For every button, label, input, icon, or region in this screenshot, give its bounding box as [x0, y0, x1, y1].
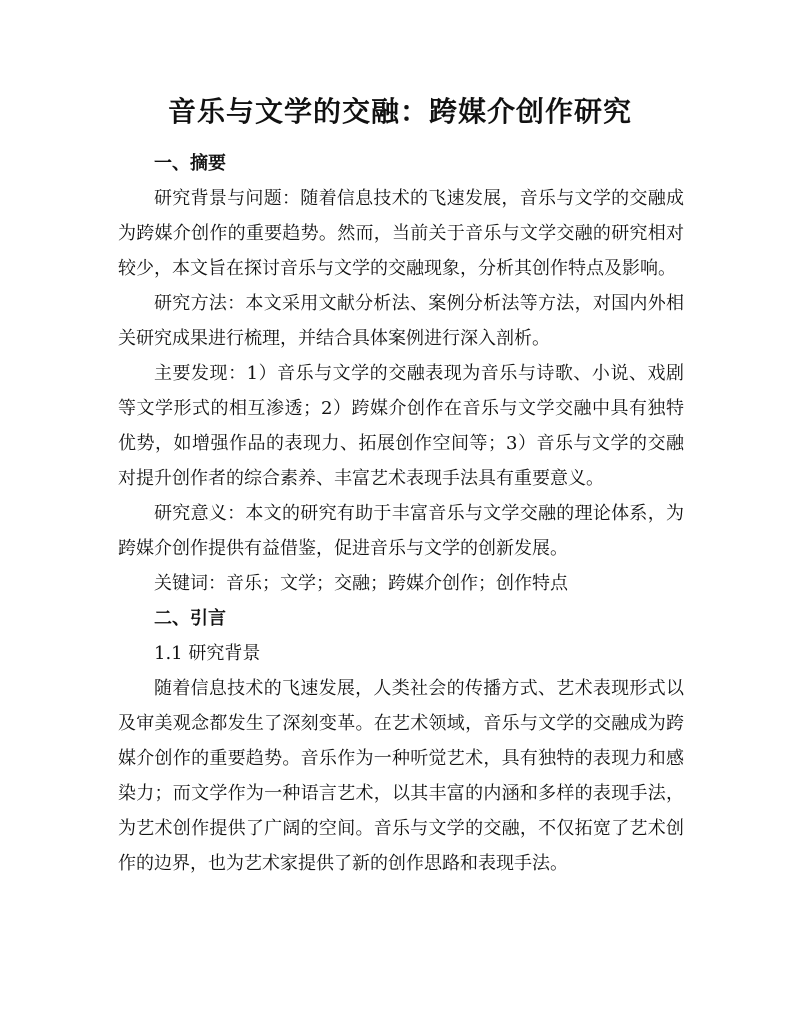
abstract-background: 研究背景与问题：随着信息技术的飞速发展，音乐与文学的交融成为跨媒介创作的重要趋势。然而，当前关于音乐与文学交融的研究相对较少，本文旨在探讨音乐与文学的交融现象，分析其创作特点及影响。 [118, 188, 684, 279]
research-background-paragraph: 随着信息技术的飞速发展，人类社会的传播方式、艺术表现形式以及审美观念都发生了深刻变革。在艺术领域，音乐与文学的交融成为跨媒介创作的重要趋势。音乐作为一种听觉艺术，具有独特的表现力和感染力；而文学作为一种语言艺术，以其丰富的内涵和多样的表现手法，为艺术创作提供了广阔的空间。音乐与文学的交融，不仅拓宽了艺术创作的边界，也为艺术家提供了新的创作思路和表现手法。 [118, 678, 684, 874]
research-background-subheading: 1.1 研究背景 [154, 643, 261, 664]
document-body [118, 146, 684, 881]
abstract-findings: 主要发现：1）音乐与文学的交融表现为音乐与诗歌、小说、戏剧等文学形式的相互渗透；2）跨媒介创作在音乐与文学交融中具有独特优势，如增强作品的表现力、拓展创作空间等；3）音乐与文学的交融对提升创作者的综合素养、丰富艺术表现手法具有重要意义。 [118, 363, 684, 489]
abstract-heading: 一、摘要 [154, 153, 226, 174]
keywords: 关键词：音乐；文学；交融；跨媒介创作；创作特点 [154, 573, 568, 594]
document-title: 音乐与文学的交融：跨媒介创作研究 [167, 95, 632, 128]
introduction-heading: 二、引言 [154, 608, 226, 629]
abstract-significance: 研究意义：本文的研究有助于丰富音乐与文学交融的理论体系，为跨媒介创作提供有益借鉴，促进音乐与文学的创新发展。 [118, 503, 684, 559]
abstract-methods: 研究方法：本文采用文献分析法、案例分析法等方法，对国内外相关研究成果进行梳理，并结合具体案例进行深入剖析。 [118, 293, 684, 349]
